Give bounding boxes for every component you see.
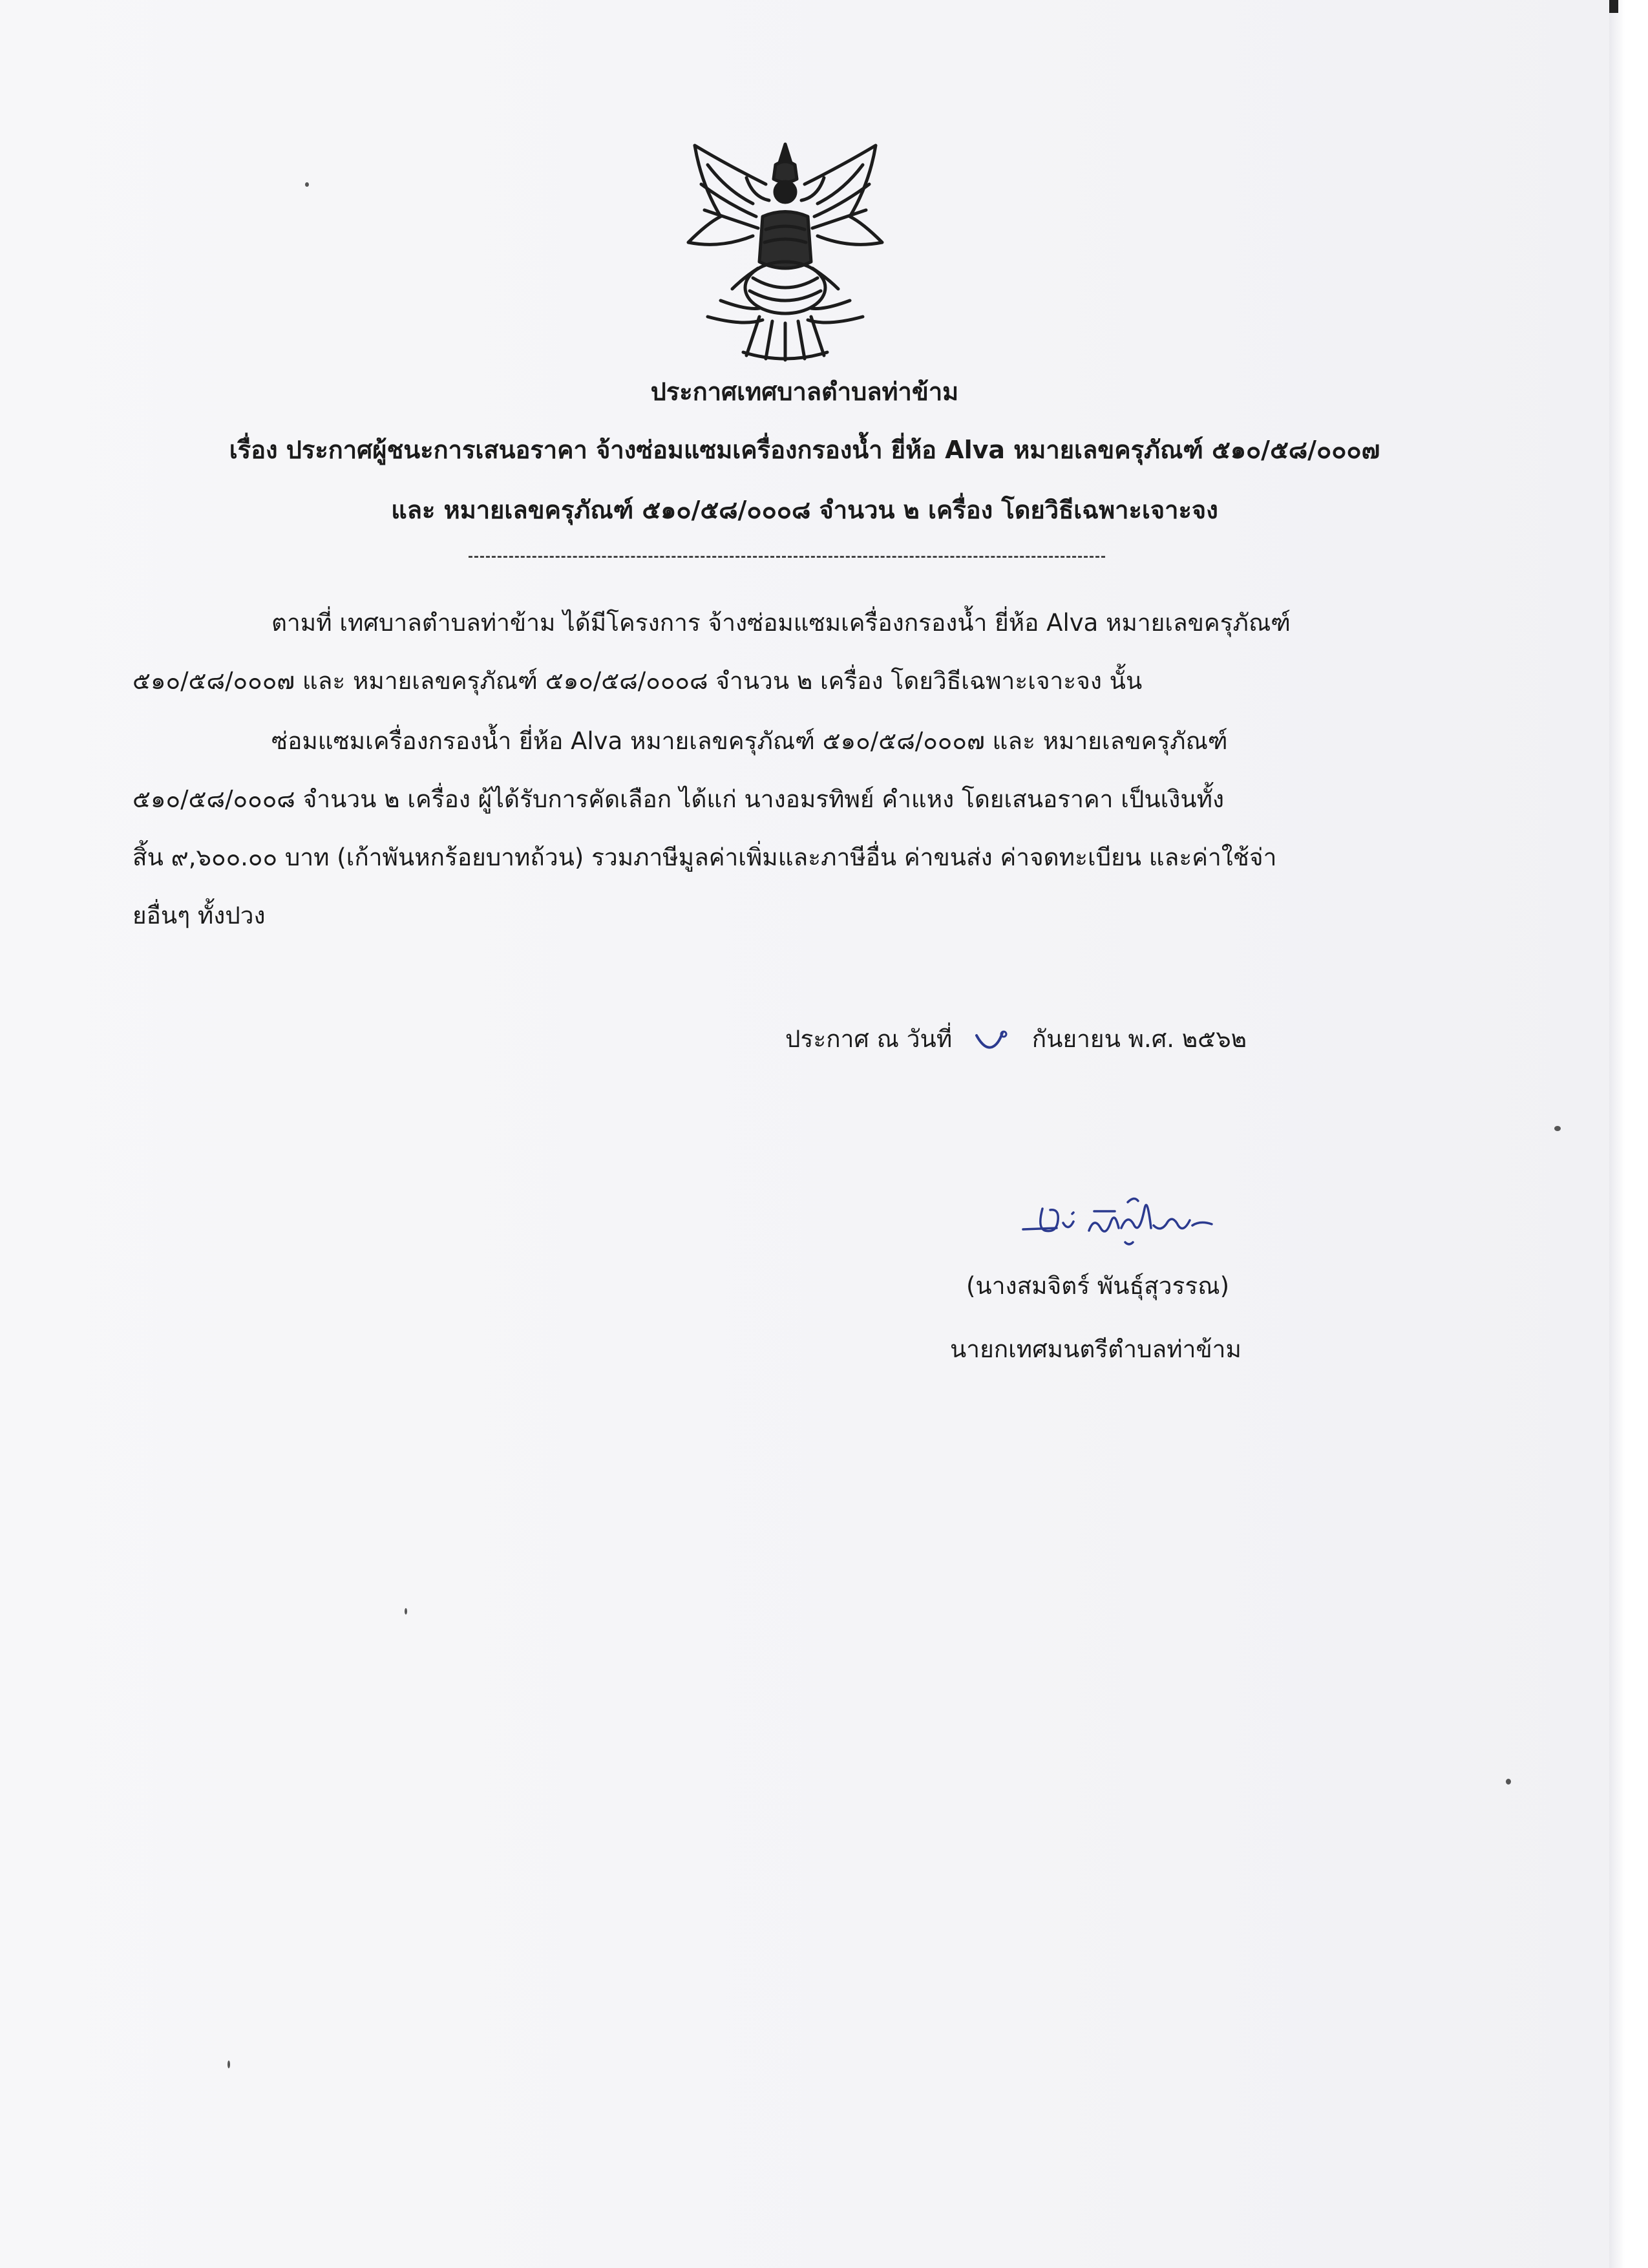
- document-title: ประกาศเทศบาลตำบลท่าข้าม: [650, 377, 959, 406]
- document-subject-line-1: เรื่อง ประกาศผู้ชนะการเสนอราคา จ้างซ่อมแซมเครื่องกรองน้ำ ยี่ห้อ Alva หมายเลขครุภัณฑ์ ๕๑๐/๕๘/๐๐๐๗: [229, 436, 1380, 464]
- handwritten-signature: [1018, 1183, 1225, 1254]
- scan-speck: [227, 2061, 230, 2068]
- scan-speck: [1506, 1779, 1511, 1785]
- paragraph-1-line-2: ๕๑๐/๕๘/๐๐๐๗ และ หมายเลขครุภัณฑ์ ๕๑๐/๕๘/๐๐๐๘ จำนวน ๒ เครื่อง โดยวิธีเฉพาะเจาะจง นั้น: [132, 667, 1143, 695]
- scan-speck: [405, 1608, 407, 1615]
- scan-speck: [1554, 1126, 1561, 1131]
- scan-speck: [305, 182, 309, 187]
- paragraph-1-line-1: ตามที่ เทศบาลตำบลท่าข้าม ได้มีโครงการ จ้างซ่อมแซมเครื่องกรองน้ำ ยี่ห้อ Alva หมายเลขครุภัณฑ์: [271, 609, 1291, 637]
- paragraph-2-line-2: ๕๑๐/๕๘/๐๐๐๘ จำนวน ๒ เครื่อง ผู้ได้รับการคัดเลือก ได้แก่ นางอมรทิพย์ คำแหง โดยเสนอราคา เป็นเงินทั้ง: [132, 785, 1225, 813]
- paragraph-2-line-3: สิ้น ๙,๖๐๐.๐๐ บาท (เก้าพันหกร้อยบาทถ้วน) รวมภาษีมูลค่าเพิ่มและภาษีอื่น ค่าขนส่ง ค่าจดทะเบียน และค่าใช้จ่า: [132, 843, 1277, 871]
- scan-edge: [1609, 0, 1648, 2268]
- document-subject-line-2: และ หมายเลขครุภัณฑ์ ๕๑๐/๕๘/๐๐๐๘ จำนวน ๒ เครื่อง โดยวิธีเฉพาะเจาะจง: [391, 496, 1218, 524]
- paragraph-2-line-1: ซ่อมแซมเครื่องกรองน้ำ ยี่ห้อ Alva หมายเลขครุภัณฑ์ ๕๑๐/๕๘/๐๐๐๗ และ หมายเลขครุภัณฑ์: [271, 727, 1228, 755]
- dashed-separator: [469, 556, 1105, 558]
- announcement-date: [785, 1020, 1247, 1058]
- date-prefix: ประกาศ ณ วันที่: [785, 1025, 953, 1053]
- signer-position: นายกเทศมนตรีตำบลท่าข้าม: [950, 1335, 1241, 1363]
- garuda-emblem-icon: [682, 139, 889, 362]
- date-month-year: กันยายน พ.ศ. ๒๕๖๒: [1031, 1025, 1247, 1053]
- signer-name: (นางสมจิตร์ พันธุ์สุวรรณ): [966, 1272, 1230, 1300]
- paragraph-2-line-4: ยอื่นๆ ทั้งปวง: [132, 902, 266, 929]
- handwritten-day: [973, 1028, 1011, 1054]
